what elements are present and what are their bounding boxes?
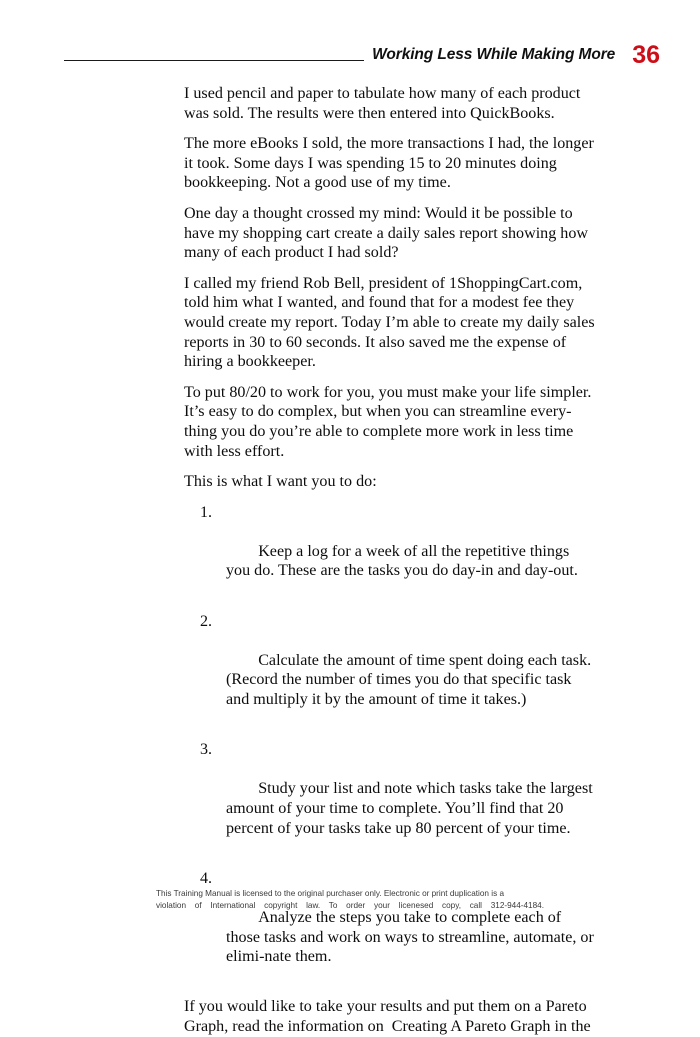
paragraph-intro-list: This is what I want you to do: bbox=[184, 473, 377, 491]
list-item bbox=[184, 503, 596, 601]
list-item-marker: 2. bbox=[200, 612, 213, 630]
list-item-marker: 4. bbox=[200, 869, 213, 887]
paragraph-closing: If you would like to take your results and put them on a Pareto Graph, read the information on Creating A Pareto Graph in the bbox=[184, 998, 591, 1035]
paragraph: One day a thought crossed my mind: Would it be possible to have my shopping cart create a daily sales report showing how many of each product I had sold? bbox=[184, 204, 593, 262]
page-title: Working Less While Making More bbox=[372, 46, 616, 63]
list-item bbox=[184, 612, 596, 730]
footer-line-1: This Training Manual is licensed to the original purchaser only. Electronic or print duplication is a bbox=[156, 889, 504, 898]
page-footer bbox=[0, 888, 700, 913]
paragraph: To put 80/20 to work for you, you must make your life simpler. It’s easy to do complex, but when you can streamline every-thing you do you’re able to complete more work in less time with less effort. bbox=[184, 383, 596, 460]
footer-line-2: violation of International copyright law. To order your licenesed copy, call 312-944-4184. bbox=[156, 901, 544, 911]
list-item-text: Keep a log for a week of all the repetitive things you do. These are the tasks you do day-in and day-out. bbox=[226, 542, 578, 580]
list-item bbox=[184, 740, 596, 858]
paragraph: The more eBooks I sold, the more transactions I had, the longer it took. Some days I was spending 15 to 20 minutes doing bookkeeping. Not a good use of my time. bbox=[184, 135, 598, 192]
header-rule bbox=[64, 60, 364, 61]
list-item-text: Calculate the amount of time spent doing each task. (Record the number of times you do that specific task and multiply it by the amount of time it takes.) bbox=[226, 651, 596, 709]
page-number: 36 bbox=[632, 41, 660, 69]
footer-license-text bbox=[156, 888, 544, 913]
paragraph: I called my friend Rob Bell, president of 1ShoppingCart.com, told him what I wanted, and found that for a modest fee they would create my report. Today I’m able to create my daily sales reports in 30 to 60 seconds. It also saved me the expense of hiring a bookkeeper. bbox=[184, 274, 599, 371]
paragraph: I used pencil and paper to tabulate how many of each product was sold. The results were then entered into QuickBooks. bbox=[184, 85, 585, 122]
list-item-text: Study your list and note which tasks take the largest amount of your time to complete. You’ll find that 20 percent of your tasks take up 80 percent of your time. bbox=[226, 780, 597, 837]
page-header bbox=[0, 32, 700, 69]
list-item bbox=[184, 869, 596, 987]
numbered-list bbox=[184, 503, 596, 987]
list-item-text: Analyze the steps you take to complete each of those tasks and work on ways to streamline, automate, or elimi-nate them. bbox=[226, 908, 598, 966]
list-item-marker: 1. bbox=[200, 503, 213, 521]
list-item-marker: 3. bbox=[200, 741, 213, 759]
